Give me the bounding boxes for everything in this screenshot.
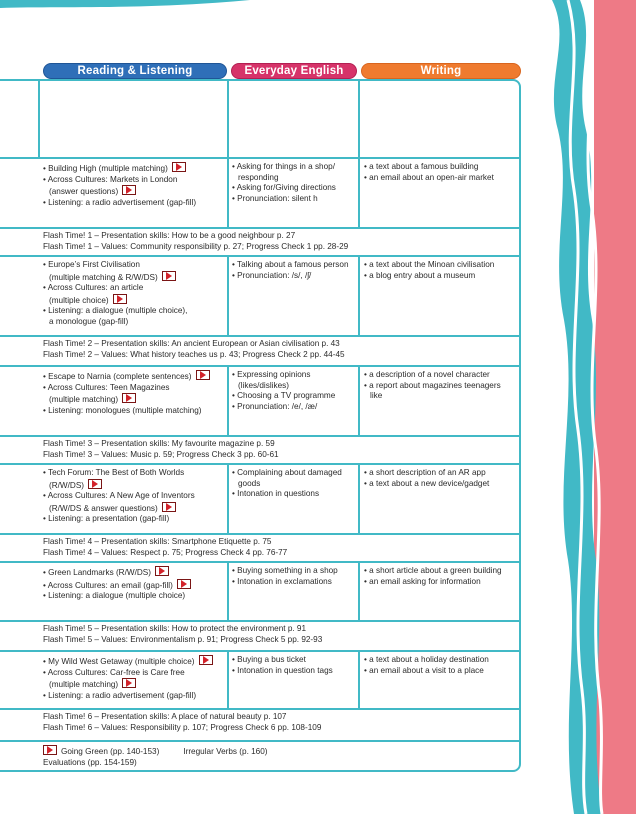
unit-1-everyday [232, 162, 356, 204]
reading-item: • Listening: a presentation (gap-fill) [43, 514, 170, 524]
decorative-top-swoosh [0, 0, 250, 16]
video-icon[interactable] [155, 566, 169, 576]
reading-item: (R/W/DS) [43, 479, 225, 492]
flash-time-line: Flash Time! 1 – Presentation skills: How to be a good neighbour p. 27 [43, 231, 296, 240]
header-everyday-english: Everyday English [231, 63, 357, 79]
reading-item: (multiple matching & R/W/DS) [43, 271, 225, 284]
reading-item: • Across Cultures: A New Age of Inventors [43, 491, 195, 501]
row-divider [0, 740, 521, 742]
everyday-item: • Buying something in a shop [232, 566, 338, 575]
reading-item: • Across Cultures: an email (gap-fill) [43, 579, 225, 592]
going-green-link[interactable]: Going Green (pp. 140-153) [61, 747, 160, 756]
everyday-item: • Asking for things in a shop/ [232, 162, 335, 171]
row-divider [0, 533, 521, 535]
flash-time-line: Flash Time! 5 – Presentation skills: How to protect the environment p. 91 [43, 624, 307, 633]
writing-item: • a text about a new device/gadget [364, 478, 490, 488]
video-icon[interactable] [113, 294, 127, 304]
everyday-item: • Asking for/Giving directions [232, 183, 336, 193]
unit-3-flash-time [43, 439, 513, 460]
reading-item: • Across Cultures: Car-free is Care free [43, 667, 185, 677]
everyday-item: • Intonation in exclamations [232, 576, 332, 586]
col-divider [358, 79, 360, 229]
col-divider [227, 255, 229, 337]
flash-time-line: Flash Time! 3 – Presentation skills: My favourite magazine p. 59 [43, 439, 275, 448]
writing-item: • an email about an open-air market [364, 172, 494, 182]
reading-item: (answer questions) [43, 185, 225, 198]
unit-1-flash-time [43, 231, 513, 252]
unit-4-everyday [232, 468, 356, 500]
everyday-item: responding [238, 172, 279, 182]
unit-4-reading [43, 468, 225, 525]
reading-item: (multiple matching) [43, 393, 225, 406]
reading-item: (multiple matching) [43, 678, 225, 691]
col-divider [358, 255, 360, 337]
row-divider [0, 227, 521, 229]
writing-item: • a short description of an AR app [364, 468, 486, 477]
row-divider [0, 335, 521, 337]
unit-3-writing [364, 370, 516, 402]
row-divider [0, 650, 521, 652]
unit-3-everyday [232, 370, 356, 412]
col-divider [358, 561, 360, 622]
reading-item: • Across Cultures: Markets in London [43, 174, 178, 184]
unit-6-reading [43, 655, 225, 701]
col-divider [227, 365, 229, 437]
reading-item: • Listening: monologues (multiple matching) [43, 405, 202, 415]
unit-4-flash-time [43, 537, 513, 558]
reading-item: • Tech Forum: The Best of Both Worlds [43, 468, 185, 477]
irregular-verbs-link[interactable]: Irregular Verbs (p. 160) [183, 747, 268, 756]
reading-item: (R/W/DS & answer questions) [43, 502, 225, 515]
unit-6-writing [364, 655, 516, 676]
everyday-item: • Pronunciation: silent h [232, 193, 318, 203]
video-icon[interactable] [122, 678, 136, 688]
unit-6-flash-time [43, 712, 513, 733]
everyday-item: goods [238, 478, 261, 488]
video-icon[interactable] [199, 655, 213, 665]
flash-time-line: Flash Time! 2 – Values: What history teaches us p. 43; Progress Check 2 pp. 44-45 [43, 349, 345, 359]
writing-item: like [370, 391, 383, 401]
everyday-item: • Buying a bus ticket [232, 655, 306, 664]
reading-item: • Listening: a dialogue (multiple choice) [43, 591, 186, 601]
header-writing: Writing [361, 63, 521, 79]
col-divider [358, 650, 360, 710]
reading-item: • Listening: a dialogue (multiple choice), [43, 306, 188, 316]
row-divider [0, 157, 521, 159]
everyday-item: • Pronunciation: /s/, /ʃ/ [232, 270, 312, 280]
writing-item: • a description of a novel character [364, 370, 490, 379]
everyday-item: • Talking about a famous person [232, 260, 349, 269]
col-divider [358, 463, 360, 535]
row-divider [0, 435, 521, 437]
flash-time-line: Flash Time! 6 – Values: Responsibility p. 107; Progress Check 6 pp. 108-109 [43, 722, 322, 732]
row-divider [0, 365, 521, 367]
everyday-item: • Expressing opinions [232, 370, 311, 379]
reading-item: • My Wild West Getaway (multiple choice) [43, 655, 225, 668]
video-icon[interactable] [162, 502, 176, 512]
video-icon[interactable] [122, 393, 136, 403]
video-icon[interactable] [88, 479, 102, 489]
col-divider [38, 79, 40, 159]
writing-item: • a short article about a green building [364, 566, 502, 575]
row-divider [0, 708, 521, 710]
reading-item: • Escape to Narnia (complete sentences) [43, 370, 225, 383]
unit-1-writing [364, 162, 516, 183]
evaluations-link[interactable]: Evaluations (pp. 154-159) [43, 757, 137, 767]
everyday-item: • Intonation in question tags [232, 665, 333, 675]
writing-item: • an email about a visit to a place [364, 665, 484, 675]
reading-item: • Listening: a radio advertisement (gap-fill) [43, 690, 197, 700]
unit-2-reading [43, 260, 225, 328]
unit-5-everyday [232, 566, 356, 587]
header-reading-listening: Reading & Listening [43, 63, 227, 79]
video-icon[interactable] [162, 271, 176, 281]
unit-6-everyday [232, 655, 356, 676]
reading-item: • Across Cultures: Teen Magazines [43, 382, 170, 392]
reading-item: a monologue (gap-fill) [49, 316, 129, 326]
flash-time-line: Flash Time! 3 – Values: Music p. 59; Progress Check 3 pp. 60-61 [43, 449, 279, 459]
footer-row [43, 745, 513, 768]
flash-time-line: Flash Time! 6 – Presentation skills: A place of natural beauty p. 107 [43, 712, 287, 721]
row-divider [0, 255, 521, 257]
flash-time-line: Flash Time! 5 – Values: Environmentalism p. 91; Progress Check 5 pp. 92-93 [43, 634, 323, 644]
writing-item: • an email asking for information [364, 576, 481, 586]
everyday-item: • Complaining about damaged [232, 468, 342, 477]
video-icon[interactable] [43, 745, 57, 755]
footer-line [43, 745, 513, 758]
video-icon[interactable] [196, 370, 210, 380]
unit-5-reading [43, 566, 225, 602]
col-divider [358, 365, 360, 437]
col-divider [227, 463, 229, 535]
reading-item: (multiple choice) [43, 294, 225, 307]
video-icon[interactable] [172, 162, 186, 172]
row-divider [0, 463, 521, 465]
decorative-side-stripes [544, 0, 636, 814]
video-icon[interactable] [122, 185, 136, 195]
writing-item: • a text about a famous building [364, 162, 479, 171]
reading-item: • Building High (multiple matching) [43, 162, 225, 175]
flash-time-line: Flash Time! 1 – Values: Community responsibility p. 27; Progress Check 1 pp. 28-29 [43, 241, 349, 251]
unit-1-reading [43, 162, 225, 208]
everyday-item: • Intonation in questions [232, 489, 320, 499]
writing-item: • a text about the Minoan civilisation [364, 260, 495, 269]
everyday-item: • Pronunciation: /e/, /æ/ [232, 401, 318, 411]
col-divider [227, 79, 229, 229]
col-divider [227, 561, 229, 622]
everyday-item: (likes/dislikes) [238, 380, 289, 390]
video-icon[interactable] [177, 579, 191, 589]
unit-3-reading [43, 370, 225, 416]
row-divider [0, 620, 521, 622]
flash-time-line: Flash Time! 4 – Presentation skills: Smartphone Etiquette p. 75 [43, 537, 272, 546]
col-divider [227, 650, 229, 710]
writing-item: • a report about magazines teenagers [364, 380, 501, 390]
row-divider [0, 561, 521, 563]
unit-4-writing [364, 468, 516, 489]
flash-time-line: Flash Time! 4 – Values: Respect p. 75; Progress Check 4 pp. 76-77 [43, 547, 288, 557]
unit-5-writing [364, 566, 516, 587]
unit-5-flash-time [43, 624, 513, 645]
flash-time-line: Flash Time! 2 – Presentation skills: An ancient European or Asian civilisation p. 43 [43, 339, 340, 348]
reading-item: • Europe’s First Civilisation [43, 260, 140, 269]
unit-2-everyday [232, 260, 356, 281]
unit-2-writing [364, 260, 516, 281]
reading-item: • Green Landmarks (R/W/DS) [43, 566, 225, 579]
writing-item: • a text about a holiday destination [364, 655, 489, 664]
reading-item: • Listening: a radio advertisement (gap-fill) [43, 197, 197, 207]
writing-item: • a blog entry about a museum [364, 270, 476, 280]
reading-item: • Across Cultures: an article [43, 283, 144, 293]
unit-2-flash-time [43, 339, 513, 360]
everyday-item: • Choosing a TV programme [232, 391, 336, 401]
